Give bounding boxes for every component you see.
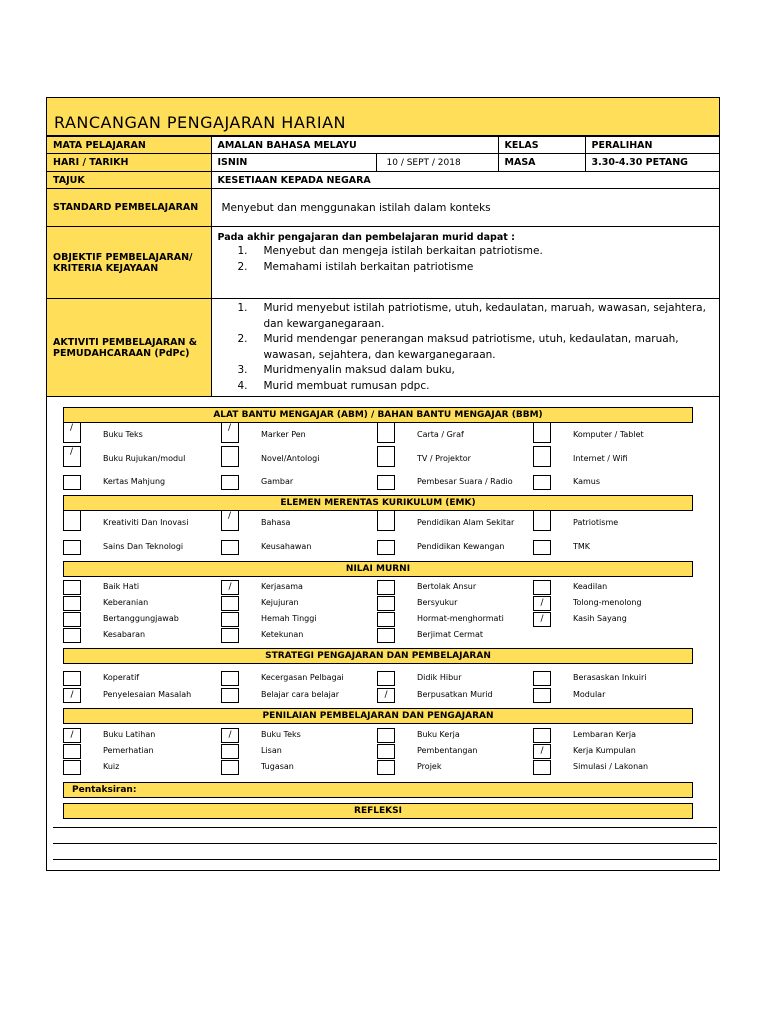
list-item-number: 3. (237, 364, 248, 376)
checkbox[interactable]: / (63, 422, 81, 443)
section-title: NILAI MURNI (345, 564, 411, 574)
section-title-bar (63, 648, 693, 664)
checkbox[interactable]: / (221, 510, 239, 531)
checkbox-label: Hemah Tinggi (261, 614, 317, 623)
checkbox-label: Kesabaran (103, 630, 146, 639)
checkbox[interactable] (377, 671, 395, 686)
checkbox-label: Simulasi / Lakonan (573, 762, 649, 771)
mata-pelajaran-value: AMALAN BAHASA MELAYU (211, 137, 498, 154)
header-table (47, 136, 719, 397)
objektif-intro: Pada akhir pengajaran dan pembelajaran murid dapat : (217, 232, 515, 243)
checkbox-label: Buku Teks (103, 430, 143, 439)
section-title: STRATEGI PENGAJARAN DAN PEMBELAJARAN (265, 651, 491, 661)
checkbox[interactable] (221, 628, 239, 643)
section-title-bar (63, 708, 693, 724)
checkbox[interactable]: / (63, 446, 81, 467)
checkbox-label: Patriotisme (573, 518, 619, 527)
list-item-number: 2. (237, 260, 248, 273)
list-item (218, 260, 714, 276)
checkbox-label: Bahasa (261, 518, 291, 527)
checkbox-label: TV / Projektor (417, 454, 471, 463)
checkbox-label: Keberanian (103, 598, 149, 607)
checkbox[interactable] (221, 744, 239, 759)
tarikh-value: 10 / SEPT / 2018 (376, 154, 498, 172)
section-title: ALAT BANTU MENGAJAR (ABM) / BAHAN BANTU MENGAJAR (BBM) (213, 410, 543, 420)
checkbox[interactable] (377, 422, 395, 443)
checkbox-label: Tolong-menolong (573, 598, 642, 607)
checkbox[interactable]: / (533, 596, 551, 611)
page-title: RANCANGAN PENGAJARAN HARIAN (54, 113, 347, 132)
list-item (218, 363, 714, 379)
refleksi-bar (63, 803, 693, 819)
checkbox-label: Bertolak Ansur (417, 582, 477, 591)
objektif-list (218, 244, 714, 275)
section-title-bar (63, 407, 693, 423)
checkbox[interactable] (221, 540, 239, 555)
refleksi-line (53, 827, 717, 828)
checkbox-label: Buku Kerja (417, 730, 460, 739)
checkbox-label: Penyelesaian Masalah (103, 690, 192, 699)
list-item (218, 379, 714, 395)
checkbox-label: Buku Teks (261, 730, 301, 739)
checkbox-label: Keadilan (573, 582, 608, 591)
checkbox-label: Gambar (261, 477, 294, 486)
checkbox-label: Lisan (261, 746, 282, 755)
checkbox-label: Berpusatkan Murid (417, 690, 493, 699)
section-title-bar (63, 495, 693, 511)
checkbox[interactable] (63, 744, 81, 759)
checkbox-label: Internet / Wifi (573, 454, 628, 463)
checkbox[interactable] (377, 446, 395, 467)
lesson-plan-form (46, 97, 720, 871)
section-title: PENILAIAN PEMBELAJARAN DAN PENGAJARAN (262, 711, 494, 721)
objektif-cell (211, 227, 719, 299)
checkbox-label: Kecergasan Pelbagai (261, 673, 344, 682)
pentaksiran-bar (63, 782, 693, 798)
checkbox[interactable] (377, 728, 395, 743)
hari-tarikh-label: HARI / TARIKH (47, 154, 211, 172)
checkbox[interactable] (377, 744, 395, 759)
checkbox-label: Pemerhatian (103, 746, 154, 755)
checkbox-label: Kerja Kumpulan (573, 746, 636, 755)
checkbox-label: Kasih Sayang (573, 614, 627, 623)
checkbox[interactable] (63, 628, 81, 643)
checkbox[interactable] (63, 510, 81, 531)
checkbox[interactable] (63, 671, 81, 686)
tajuk-label: TAJUK (47, 172, 211, 189)
checkbox[interactable] (533, 671, 551, 686)
list-item-text: Muridmenyalin maksud dalam buku, (263, 364, 455, 376)
hari-value: ISNIN (211, 154, 376, 172)
checkbox[interactable] (377, 612, 395, 627)
checkbox-label: Komputer / Tablet (573, 430, 644, 439)
checkbox[interactable]: / (377, 688, 395, 703)
checkbox-label: Didik Hibur (417, 673, 462, 682)
checkbox[interactable] (377, 475, 395, 490)
checkbox-label: Pendidikan Alam Sekitar (417, 518, 515, 527)
checkbox-label: Buku Rujukan/modul (103, 454, 186, 463)
kelas-value: PERALIHAN (585, 137, 719, 154)
list-item-text: Memahami istilah berkaitan patriotisme (263, 260, 474, 273)
checkbox[interactable] (63, 580, 81, 595)
checkbox[interactable]: / (63, 728, 81, 743)
checkbox[interactable] (221, 596, 239, 611)
checkbox-label: Kejujuran (261, 598, 299, 607)
aktiviti-label: AKTIVITI PEMBELAJARAN & PEMUDAHCARAAN (PdPc) (47, 299, 211, 397)
checkbox-label: Berjimat Cermat (417, 630, 484, 639)
checkbox[interactable] (533, 688, 551, 703)
checkbox[interactable] (533, 510, 551, 531)
checkbox[interactable]: / (63, 688, 81, 703)
checkbox[interactable]: / (221, 728, 239, 743)
checkbox-label: Bertanggungjawab (103, 614, 179, 623)
checkbox[interactable] (377, 628, 395, 643)
checkbox-label: Lembaran Kerja (573, 730, 636, 739)
tajuk-value: KESETIAAN KEPADA NEGARA (211, 172, 719, 189)
refleksi-line (53, 843, 717, 844)
kelas-label: KELAS (498, 137, 585, 154)
checkbox[interactable] (533, 728, 551, 743)
checkbox-label: Koperatif (103, 673, 140, 682)
checkbox-label: Kamus (573, 477, 601, 486)
list-item-number: 2. (237, 333, 248, 345)
checkbox-label: Marker Pen (261, 430, 306, 439)
checkbox-label: TMK (573, 542, 591, 551)
checkbox[interactable] (377, 760, 395, 775)
checkbox[interactable]: / (221, 422, 239, 443)
list-item (218, 244, 714, 260)
checkbox-label: Baik Hati (103, 582, 140, 591)
checkbox-label: Hormat-menghormati (417, 614, 504, 623)
aktiviti-cell (211, 299, 719, 397)
checkbox-label: Novel/Antologi (261, 454, 320, 463)
aktiviti-list (218, 301, 714, 394)
list-item (218, 301, 714, 332)
refleksi-label: REFLEKSI (354, 806, 402, 816)
checkbox[interactable] (377, 510, 395, 531)
checkbox[interactable] (221, 671, 239, 686)
checkbox[interactable] (533, 760, 551, 775)
list-item-text: Murid menyebut istilah patriotisme, utuh, kedaulatan, maruah, wawasan, sejahtera, dan kewarganegaraan. (263, 302, 706, 330)
checkbox-label: Carta / Graf (417, 430, 464, 439)
checkbox-label: Pembentangan (417, 746, 478, 755)
checkbox[interactable] (533, 446, 551, 467)
checkbox[interactable] (533, 422, 551, 443)
checkbox-label: Sains Dan Teknologi (103, 542, 184, 551)
pentaksiran-label: Pentaksiran: (72, 785, 137, 795)
checkbox[interactable] (63, 475, 81, 490)
checkbox[interactable] (63, 540, 81, 555)
checkbox[interactable] (533, 540, 551, 555)
checkbox-label: Bersyukur (417, 598, 458, 607)
checkbox[interactable]: / (221, 580, 239, 595)
checkbox-label: Berasaskan Inkuiri (573, 673, 647, 682)
checkbox-label: Buku Latihan (103, 730, 156, 739)
list-item-text: Menyebut dan mengeja istilah berkaitan patriotisme. (263, 245, 543, 257)
checkbox-label: Projek (417, 762, 442, 771)
checkbox[interactable] (377, 596, 395, 611)
checkbox-label: Kerjasama (261, 582, 303, 591)
checkbox[interactable] (533, 475, 551, 490)
checkbox-label: Modular (573, 690, 606, 699)
checkbox-label: Kuiz (103, 762, 120, 771)
checkbox[interactable] (221, 475, 239, 490)
checkbox[interactable] (377, 540, 395, 555)
list-item-number: 1. (237, 302, 248, 314)
checkbox-label: Kertas Mahjung (103, 477, 166, 486)
checkbox[interactable] (377, 580, 395, 595)
list-item-text: Murid mendengar penerangan maksud patriotisme, utuh, kedaulatan, maruah, wawasan, sejahtera, dan kewarganegaraan. (263, 333, 679, 361)
checkbox[interactable] (221, 688, 239, 703)
list-item (218, 332, 714, 363)
list-item-number: 4. (237, 379, 248, 392)
checkbox-label: Belajar cara belajar (261, 690, 340, 699)
section-title: ELEMEN MERENTAS KURIKULUM (EMK) (280, 498, 476, 508)
objektif-label: OBJEKTIF PEMBELAJARAN/ KRITERIA KEJAYAAN (47, 227, 211, 299)
standard-value: Menyebut dan menggunakan istilah dalam konteks (211, 189, 719, 227)
section-title-bar (63, 561, 693, 577)
checkbox[interactable] (63, 596, 81, 611)
checkbox-label: Pendidikan Kewangan (417, 542, 505, 551)
list-item-text: Murid membuat rumusan pdpc. (263, 379, 430, 392)
refleksi-line (53, 859, 717, 860)
checkbox-label: Tugasan (261, 762, 294, 771)
checkbox[interactable]: / (533, 744, 551, 759)
checkbox[interactable] (221, 612, 239, 627)
checkbox[interactable] (221, 446, 239, 467)
standard-label: STANDARD PEMBELAJARAN (47, 189, 211, 227)
checkbox-label: Keusahawan (261, 542, 312, 551)
checkbox[interactable]: / (533, 612, 551, 627)
checkbox-label: Kreativiti Dan Inovasi (103, 518, 189, 527)
mata-pelajaran-label: MATA PELAJARAN (47, 137, 211, 154)
checkbox[interactable] (63, 612, 81, 627)
masa-value: 3.30-4.30 PETANG (585, 154, 719, 172)
list-item-number: 1. (237, 245, 248, 257)
checkbox-label: Ketekunan (261, 630, 304, 639)
masa-label: MASA (498, 154, 585, 172)
checkbox[interactable] (221, 760, 239, 775)
checkbox-label: Pembesar Suara / Radio (417, 477, 513, 486)
title-bar (47, 98, 719, 136)
checkbox[interactable] (533, 580, 551, 595)
checkbox[interactable] (63, 760, 81, 775)
